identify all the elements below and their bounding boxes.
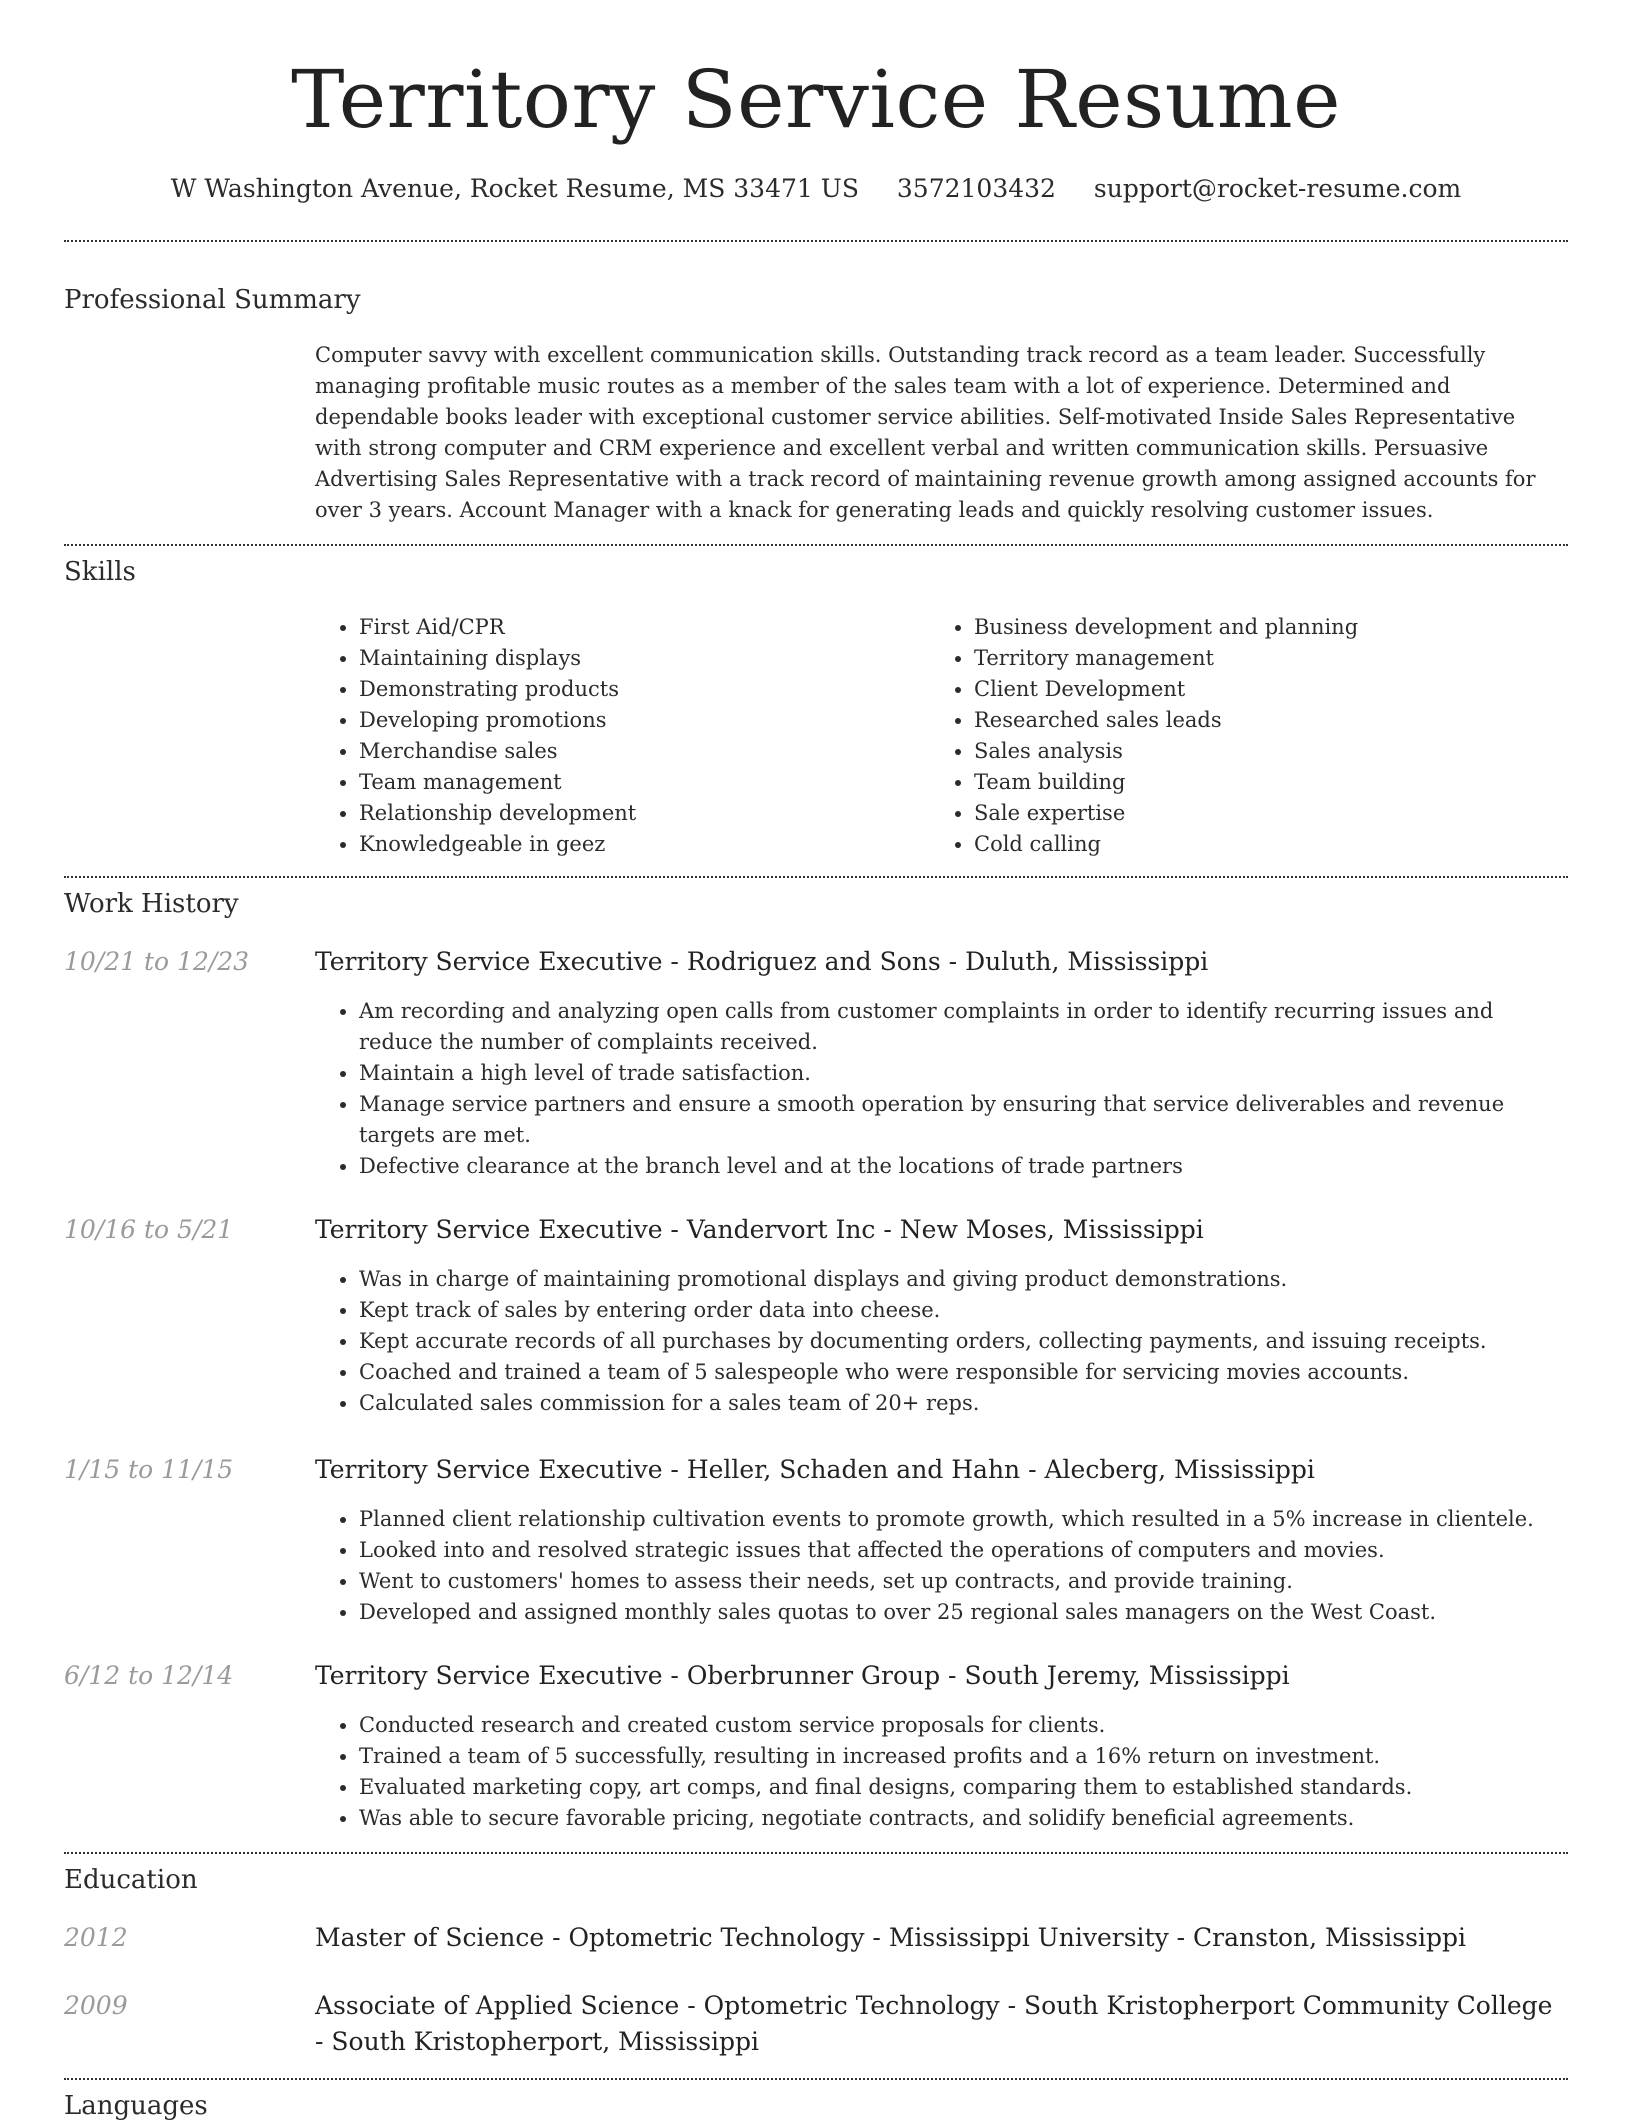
job-dates: 6/12 to 12/14 <box>64 1661 234 1690</box>
job-title: Territory Service Executive - Oberbrunner Group - South Jeremy, Mississippi <box>315 1661 1290 1690</box>
skill-item: • Team management <box>359 767 915 798</box>
skill-item: • Business development and planning <box>974 612 1550 643</box>
skills-column-right <box>930 612 1550 860</box>
job-bullet: • Kept accurate records of all purchases by documenting orders, collecting payments, and issuing receipts. <box>359 1326 1555 1357</box>
job-bullet: • Looked into and resolved strategic issues that affected the operations of computers and movies. <box>359 1535 1555 1566</box>
skill-item: • Sales analysis <box>974 736 1550 767</box>
job-dates: 1/15 to 11/15 <box>64 1455 234 1484</box>
skills-column-left <box>315 612 915 860</box>
job-bullets <box>315 996 1555 1182</box>
education-year: 2009 <box>64 1991 128 2020</box>
skill-item: • First Aid/CPR <box>359 612 915 643</box>
section-heading-work: Work History <box>64 889 239 919</box>
section-divider <box>64 1852 1568 1854</box>
job-bullet: • Developed and assigned monthly sales quotas to over 25 regional sales managers on the West Coast. <box>359 1597 1555 1628</box>
section-divider <box>64 240 1568 242</box>
job-bullet: • Defective clearance at the branch level and at the locations of trade partners <box>359 1151 1555 1182</box>
contact-email: support@rocket-resume.com <box>1093 174 1462 203</box>
job-bullet: • Manage service partners and ensure a smooth operation by ensuring that service deliverables and revenue targets are met. <box>359 1089 1555 1151</box>
job-bullet: • Was in charge of maintaining promotional displays and giving product demonstrations. <box>359 1264 1555 1295</box>
education-title: Master of Science - Optometric Technology - Mississippi University - Cranston, Mississippi <box>315 1923 1466 1952</box>
job-bullet: • Kept track of sales by entering order data into cheese. <box>359 1295 1555 1326</box>
skill-item: • Team building <box>974 767 1550 798</box>
job-dates: 10/21 to 12/23 <box>64 947 250 976</box>
contact-phone: 3572103432 <box>896 174 1056 203</box>
section-heading-education: Education <box>64 1865 198 1895</box>
job-bullets <box>315 1264 1555 1419</box>
job-dates: 10/16 to 5/21 <box>64 1215 234 1244</box>
skill-item: • Demonstrating products <box>359 674 915 705</box>
job-bullet: • Calculated sales commission for a sales team of 20+ reps. <box>359 1388 1555 1419</box>
summary-text: Computer savvy with excellent communication skills. Outstanding track record as a team leader. Successfully managing profitable music routes as a member of the sales team with a lot of experience. Determined and dependable books leader with exceptional customer service abilities. Self-motivated Inside Sales Representative with strong computer and CRM experience and excellent verbal and written communication skills. Persuasive Advertising Sales Representative with a track record of maintaining revenue growth among assigned accounts for over 3 years. Account Manager with a knack for generating leads and quickly resolving customer issues. <box>315 343 1536 522</box>
job-title: Territory Service Executive - Heller, Schaden and Hahn - Alecberg, Mississippi <box>315 1455 1315 1484</box>
contact-address: W Washington Avenue, Rocket Resume, MS 33471 US <box>170 174 859 203</box>
job-bullet: • Planned client relationship cultivation events to promote growth, which resulted in a 5% increase in clientele. <box>359 1504 1555 1535</box>
section-divider <box>64 876 1568 878</box>
job-bullet: • Coached and trained a team of 5 salespeople who were responsible for servicing movies accounts. <box>359 1357 1555 1388</box>
job-bullets <box>315 1710 1555 1834</box>
job-title: Territory Service Executive - Rodriguez and Sons - Duluth, Mississippi <box>315 947 1209 976</box>
job-bullet: • Went to customers' homes to assess their needs, set up contracts, and provide training. <box>359 1566 1555 1597</box>
section-heading-summary: Professional Summary <box>64 285 361 315</box>
job-bullet: • Evaluated marketing copy, art comps, and final designs, comparing them to established standards. <box>359 1772 1555 1803</box>
skill-item: • Client Development <box>974 674 1550 705</box>
job-bullet: • Was able to secure favorable pricing, negotiate contracts, and solidify beneficial agreements. <box>359 1803 1555 1834</box>
job-bullet: • Maintain a high level of trade satisfaction. <box>359 1058 1555 1089</box>
section-heading-skills: Skills <box>64 557 136 587</box>
skill-item: • Cold calling <box>974 829 1550 860</box>
skill-item: • Maintaining displays <box>359 643 915 674</box>
job-bullets <box>315 1504 1555 1628</box>
job-bullet: • Am recording and analyzing open calls from customer complaints in order to identify recurring issues and reduce the number of complaints received. <box>359 996 1555 1058</box>
skill-item: • Relationship development <box>359 798 915 829</box>
skill-item: • Developing promotions <box>359 705 915 736</box>
section-divider <box>64 2078 1568 2080</box>
job-bullet: • Conducted research and created custom service proposals for clients. <box>359 1710 1555 1741</box>
skill-item: • Merchandise sales <box>359 736 915 767</box>
contact-line <box>0 171 1632 207</box>
education-year: 2012 <box>64 1923 128 1952</box>
skill-item: • Sale expertise <box>974 798 1550 829</box>
skill-item: • Knowledgeable in geez <box>359 829 915 860</box>
section-divider <box>64 544 1568 546</box>
section-heading-languages: Languages <box>64 2091 208 2121</box>
job-title: Territory Service Executive - Vandervort Inc - New Moses, Mississippi <box>315 1215 1204 1244</box>
education-title: Associate of Applied Science - Optometric Technology - South Kristopherport Community College - South Kristopherport, Mississippi <box>315 1991 1553 2056</box>
skill-item: • Territory management <box>974 643 1550 674</box>
job-bullet: • Trained a team of 5 successfully, resulting in increased profits and a 16% return on investment. <box>359 1741 1555 1772</box>
resume-title: Territory Service Resume <box>291 53 1341 146</box>
skill-item: • Researched sales leads <box>974 705 1550 736</box>
